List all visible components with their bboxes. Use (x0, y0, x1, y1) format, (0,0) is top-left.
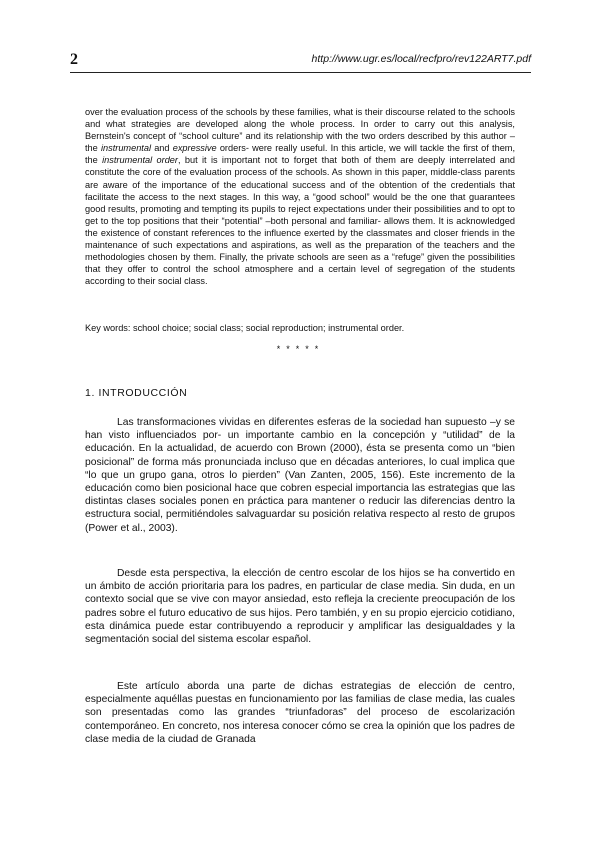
section-title: 1. INTRODUCCIÓN (85, 387, 188, 399)
header-url[interactable]: http://www.ugr.es/local/recfpro/rev122ART7.pdf (311, 53, 531, 65)
abstract-em-instrumental: instrumental (100, 143, 152, 154)
abstract-em-instrumental-order: instrumental order (102, 155, 178, 166)
page-header (70, 50, 531, 73)
page-number: 2 (70, 51, 78, 68)
abstract-em-expressive: expressive (172, 143, 217, 154)
abstract-text-4: , but it is important not to forget that both of them are deeply interrelated and constitute the core of the evaluation process of the schools. As shown in this paper, middle-class parents are aware of the importance of the educational success and of the obtention of the credentials that facilitate the access to the next stages. In this way, a “good school” would be the one that guarantees good results, promoting and tempting its pupils to reject expectations under their possibilities and to opt to get to the top positions that their “potential” –both personal and familiar- allows them. It is acknowledged the existence of constant references to the influence exerted by the classmates and closer friends in the maintenance of such expectations and aspirations, as well as the preparation of the teachers and the methodologies chosen by them. Finally, the private schools are seen as a “refuge” given the possibilities that they offer to control the school atmosphere and a certain level of segregation of the students according to their social class. (85, 155, 515, 287)
abstract-paragraph (85, 106, 515, 287)
abstract-text-2: and (151, 143, 173, 154)
paragraph-3: Este artículo aborda una parte de dichas estrategias de elección de centro, especialmente aquéllas puestas en funcionamiento por las familias de clase media, las cuales son presentadas como las grandes “triunfadoras” del proceso de escolarización contemporáneo. En concreto, nos interesa conocer cómo se crea la opinión que los padres de clase media de la ciudad de Granada (85, 681, 515, 745)
abstract-text-1: over the evaluation process of the schools by these families, what is their discourse related to the schools and what strategies are developed along the whole process. In order to carry out this analysis, Bernstein's concept of “school culture” and its relationship with the two orders described by this author –the (85, 107, 515, 154)
keywords: Key words: school choice; social class; social reproduction; instrumental order. (85, 323, 405, 333)
abstract-text-3: orders- were really useful. In this article, we will tackle the first of them, the (85, 143, 516, 166)
section-separator: ***** (276, 344, 325, 354)
paragraph-1: Las transformaciones vividas en diferentes esferas de la sociedad han supuesto –y se han visto influenciados por- un importante cambio en la concepción y “utilidad” de la educación. En la actualidad, de acuerdo con Brown (2000), ésta se presenta como un “bien posicional” de forma más pronunciada incluso que en décadas anteriores, lo cual implica que “lo que un grupo gana, otros lo pierden” (Van Zanten, 2005, 156). Este incremento de la educación como bien posicional hace que cobren especial importancia las estrategias que las distintas clases sociales ponen en práctica para mantener o reducir las diferencias dentro la estructura social, permitiéndoles salvaguardar su posición relativa respecto al resto de grupos (Power et al., 2003). (85, 417, 515, 534)
paragraph-2: Desde esta perspectiva, la elección de centro escolar de los hijos se ha convertido en un ámbito de acción prioritaria para los padres, en particular de clase media. Sin duda, en un contexto social que se vive con mayor ansiedad, esto refleja la creciente preocupación de los padres sobre el futuro educativo de sus hijos. Pero también, y en su propio ejercicio cotidiano, esta dinámica puede estar contribuyendo a reproducir y amplificar las desigualdades y la segmentación social del sistema escolar español. (85, 568, 515, 646)
